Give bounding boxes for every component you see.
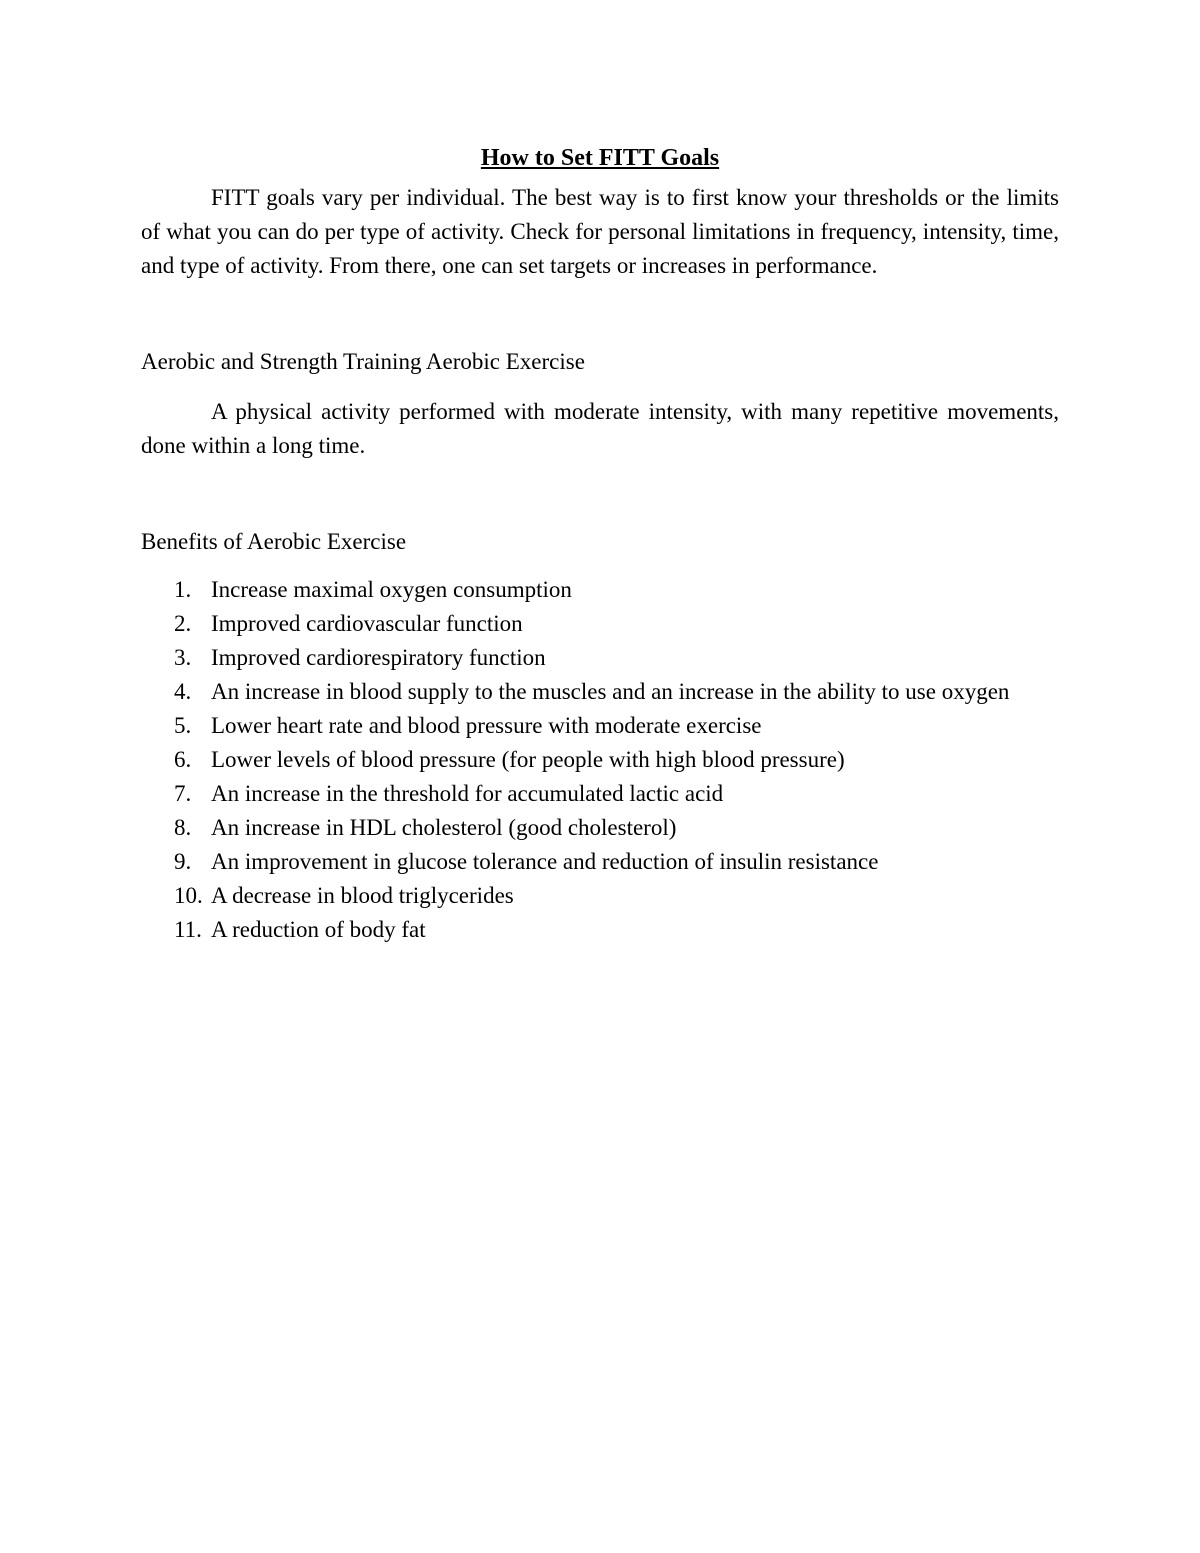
definition-paragraph: A physical activity performed with moderate intensity, with many repetitive movements, done within a long time. xyxy=(141,399,1059,458)
list-item xyxy=(141,879,1059,913)
list-item-text: Lower levels of blood pressure (for people with high blood pressure) xyxy=(211,747,845,772)
list-item xyxy=(141,845,1059,879)
list-item-text: Improved cardiorespiratory function xyxy=(211,645,546,670)
list-item xyxy=(141,573,1059,607)
list-item-number: 7. xyxy=(174,781,192,806)
list-item xyxy=(141,675,1059,709)
list-item xyxy=(141,641,1059,675)
list-item-text: Improved cardiovascular function xyxy=(211,611,523,636)
list-item-text: An increase in HDL cholesterol (good cholesterol) xyxy=(211,815,677,840)
list-item-number: 11. xyxy=(174,917,202,942)
list-item-number: 10. xyxy=(174,883,203,908)
list-item-text: A decrease in blood triglycerides xyxy=(211,883,514,908)
list-item-text: An improvement in glucose tolerance and reduction of insulin resistance xyxy=(211,849,879,874)
list-item-text: A reduction of body fat xyxy=(211,917,426,942)
list-item-number: 5. xyxy=(174,713,192,738)
section-heading: Aerobic and Strength Training Aerobic Exercise xyxy=(141,349,585,374)
list-item xyxy=(141,777,1059,811)
list-item-text: Increase maximal oxygen consumption xyxy=(211,577,572,602)
list-item xyxy=(141,743,1059,777)
list-item xyxy=(141,607,1059,641)
document-title: How to Set FITT Goals xyxy=(480,145,720,171)
list-item xyxy=(141,913,1059,947)
list-item-number: 4. xyxy=(174,679,192,704)
list-item-text: An increase in blood supply to the muscles and an increase in the ability to use oxygen xyxy=(211,679,1010,704)
list-item-number: 2. xyxy=(174,611,192,636)
intro-paragraph: FITT goals vary per individual. The best way is to first know your thresholds or the limits of what you can do per type of activity. Check for personal limitations in frequency, intensity, time, and type of activity. From there, one can set targets or increases in performance. xyxy=(141,185,1059,278)
document-body xyxy=(141,141,1059,947)
list-item-number: 8. xyxy=(174,815,192,840)
list-item-number: 9. xyxy=(174,849,192,874)
list-item-text: An increase in the threshold for accumulated lactic acid xyxy=(211,781,724,806)
benefits-heading: Benefits of Aerobic Exercise xyxy=(141,529,407,554)
list-item xyxy=(141,811,1059,845)
list-item-text: Lower heart rate and blood pressure with moderate exercise xyxy=(211,713,762,738)
benefits-list xyxy=(141,573,1059,947)
list-item-number: 6. xyxy=(174,747,192,772)
list-item-number: 3. xyxy=(174,645,192,670)
list-item xyxy=(141,709,1059,743)
list-item-number: 1. xyxy=(174,577,192,602)
